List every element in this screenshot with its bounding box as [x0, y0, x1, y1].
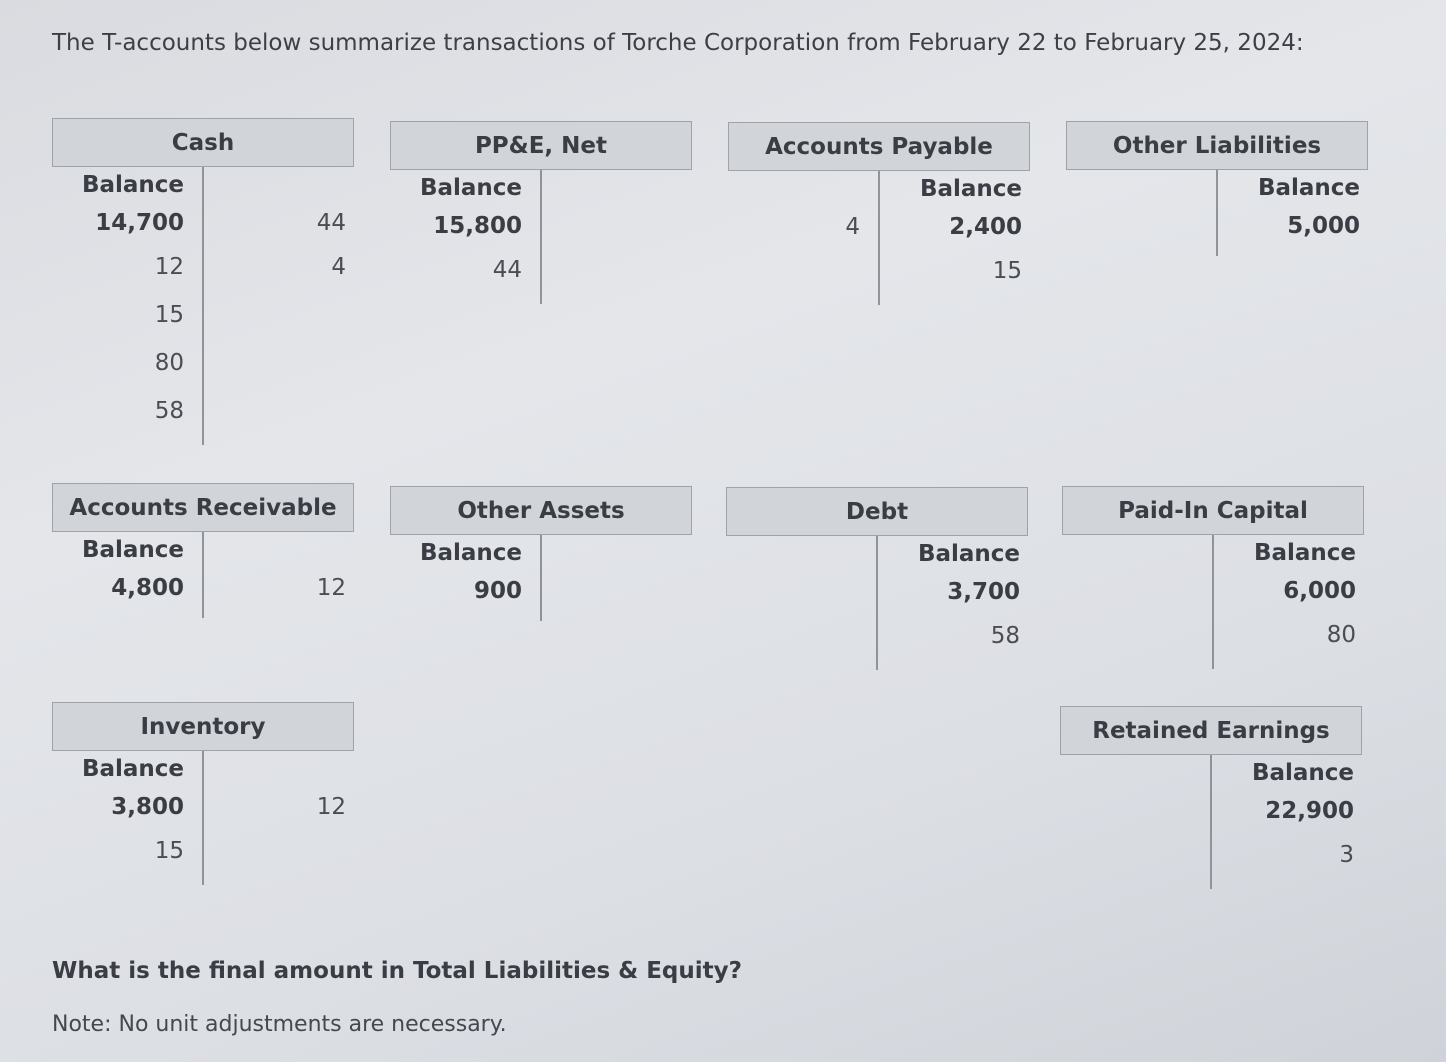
t-account-accounts-receivable	[52, 483, 354, 618]
balance-label: Balance	[1253, 540, 1356, 566]
entry-value: 4	[331, 254, 346, 280]
debit-column	[726, 536, 868, 572]
balance-value: 4,800	[111, 575, 184, 601]
debit-column	[52, 751, 194, 875]
spacer	[1066, 170, 1198, 206]
t-account-body	[390, 170, 692, 304]
spacer	[728, 171, 860, 207]
balance-label: Balance	[419, 175, 522, 201]
credit-column	[1226, 170, 1368, 246]
balance-value: 14,700	[95, 210, 184, 236]
t-account-body	[52, 167, 354, 445]
t-account-divider	[878, 171, 880, 305]
balance-value: 900	[473, 578, 522, 604]
t-account-title: Other Liabilities	[1066, 121, 1368, 170]
t-account-divider	[540, 170, 542, 304]
t-account-title: Paid-In Capital	[1062, 486, 1364, 535]
debit-column	[390, 170, 532, 294]
balance-value: 3,800	[111, 794, 184, 820]
t-account-body	[1062, 535, 1364, 669]
spacer	[1060, 755, 1192, 791]
credit-column	[212, 751, 354, 827]
entry-value: 58	[154, 398, 184, 424]
t-account-body	[1066, 170, 1368, 256]
entry-value: 12	[154, 254, 184, 280]
entry-value: 44	[492, 257, 522, 283]
t-account-divider	[1212, 535, 1214, 669]
t-account-title: Cash	[52, 118, 354, 167]
balance-value: 22,900	[1265, 798, 1354, 824]
t-account-paid-in-capital	[1062, 486, 1364, 669]
credit-column	[888, 171, 1030, 295]
t-account-other-assets	[390, 486, 692, 621]
spacer	[1062, 535, 1194, 571]
balance-value: 15,800	[433, 213, 522, 239]
entry-value: 44	[316, 210, 346, 236]
t-account-divider	[540, 535, 542, 621]
credit-column	[212, 532, 354, 608]
entry-value: 58	[990, 623, 1020, 649]
balance-value: 5,000	[1287, 213, 1360, 239]
t-account-body	[52, 751, 354, 885]
t-account-body	[1060, 755, 1362, 889]
spacer	[212, 167, 346, 203]
spacer	[212, 532, 346, 568]
t-account-retained-earnings	[1060, 706, 1362, 889]
t-account-body	[52, 532, 354, 618]
t-account-body	[390, 535, 692, 621]
credit-column	[1220, 755, 1362, 879]
balance-label: Balance	[81, 537, 184, 563]
debit-column	[1060, 755, 1202, 791]
entry-value: 15	[154, 838, 184, 864]
t-account-body	[726, 536, 1028, 670]
entry-value: 80	[1326, 622, 1356, 648]
t-account-title: Accounts Payable	[728, 122, 1030, 171]
debit-column	[390, 535, 532, 611]
t-account-body	[728, 171, 1030, 305]
debit-column	[1062, 535, 1204, 571]
t-account-other-liabilities	[1066, 121, 1368, 256]
spacer	[212, 751, 346, 787]
t-account-divider	[202, 751, 204, 885]
t-account-title: Accounts Receivable	[52, 483, 354, 532]
debit-column	[1066, 170, 1208, 206]
balance-label: Balance	[1251, 760, 1354, 786]
t-account-ppe	[390, 121, 692, 304]
credit-column	[886, 536, 1028, 660]
balance-value: 6,000	[1283, 578, 1356, 604]
balance-label: Balance	[419, 540, 522, 566]
debit-column	[52, 532, 194, 608]
t-account-inventory	[52, 702, 354, 885]
balance-label: Balance	[81, 756, 184, 782]
t-account-divider	[202, 167, 204, 445]
credit-column	[550, 170, 692, 206]
entry-value: 15	[154, 302, 184, 328]
note-text: Note: No unit adjustments are necessary.	[52, 1012, 507, 1037]
t-account-title: Retained Earnings	[1060, 706, 1362, 755]
t-account-divider	[202, 532, 204, 618]
spacer	[550, 170, 684, 206]
credit-column	[550, 535, 692, 571]
debit-column	[52, 167, 194, 435]
balance-label: Balance	[81, 172, 184, 198]
t-account-title: Inventory	[52, 702, 354, 751]
t-account-cash	[52, 118, 354, 445]
intro-text: The T-accounts below summarize transactions of Torche Corporation from February 22 to February 25, 2024:	[52, 30, 1304, 56]
spacer	[550, 535, 684, 571]
t-account-divider	[1216, 170, 1218, 256]
spacer	[726, 536, 858, 572]
t-account-title: Debt	[726, 487, 1028, 536]
entry-value: 80	[154, 350, 184, 376]
t-account-divider	[1210, 755, 1212, 889]
entry-value: 12	[316, 794, 346, 820]
balance-value: 2,400	[949, 214, 1022, 240]
t-account-debt	[726, 487, 1028, 670]
debit-column	[728, 171, 870, 247]
t-account-accounts-payable	[728, 122, 1030, 305]
credit-column	[212, 167, 354, 291]
entry-value: 4	[845, 214, 860, 240]
credit-column	[1222, 535, 1364, 659]
balance-label: Balance	[1257, 175, 1360, 201]
balance-value: 3,700	[947, 579, 1020, 605]
entry-value: 15	[992, 258, 1022, 284]
balance-label: Balance	[919, 176, 1022, 202]
entry-value: 3	[1339, 842, 1354, 868]
t-account-divider	[876, 536, 878, 670]
balance-label: Balance	[917, 541, 1020, 567]
t-account-title: Other Assets	[390, 486, 692, 535]
entry-value: 12	[316, 575, 346, 601]
t-account-title: PP&E, Net	[390, 121, 692, 170]
question-text: What is the final amount in Total Liabilities & Equity?	[52, 958, 742, 984]
